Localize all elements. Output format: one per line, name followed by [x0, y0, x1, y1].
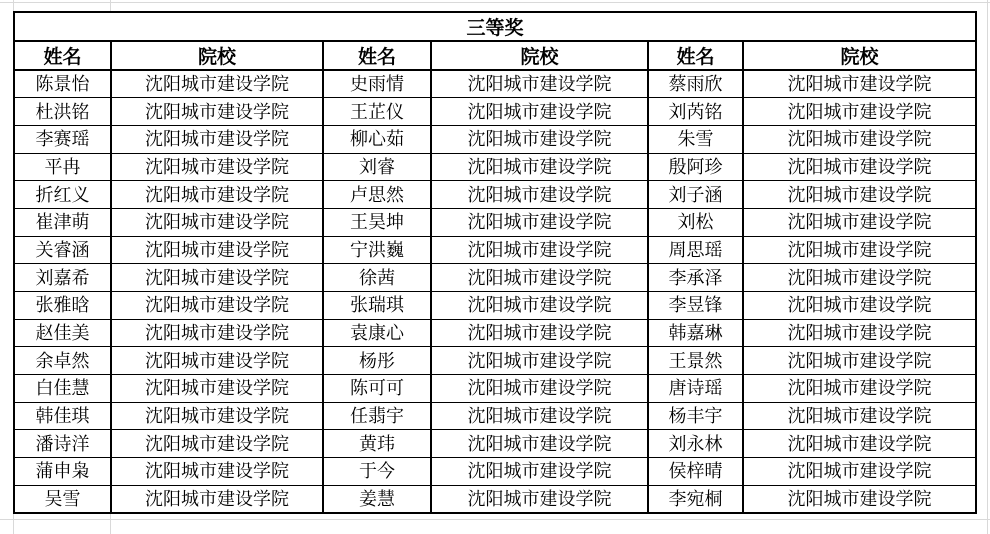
- school-cell: 沈阳城市建设学院: [743, 98, 976, 126]
- school-cell: 沈阳城市建设学院: [743, 319, 976, 347]
- name-cell: 韩佳琪: [14, 402, 111, 430]
- gridline: [13, 0, 14, 11]
- table-row: [14, 208, 976, 236]
- table-row: [14, 292, 976, 320]
- table-body: [14, 70, 976, 513]
- table-row: [14, 125, 976, 153]
- gridline: [13, 512, 14, 534]
- name-cell: 殷阿珍: [648, 153, 743, 181]
- school-cell: 沈阳城市建设学院: [743, 181, 976, 209]
- name-cell: 刘睿: [323, 153, 431, 181]
- school-cell: 沈阳城市建设学院: [431, 70, 648, 98]
- name-cell: 卢思然: [323, 181, 431, 209]
- name-cell: 折红义: [14, 181, 111, 209]
- name-cell: 李昱锋: [648, 292, 743, 320]
- name-cell: 平冉: [14, 153, 111, 181]
- name-cell: 李宛桐: [648, 485, 743, 513]
- school-cell: 沈阳城市建设学院: [111, 458, 323, 486]
- header-name-3: 姓名: [648, 41, 743, 70]
- gridline: [987, 0, 988, 534]
- school-cell: 沈阳城市建设学院: [111, 264, 323, 292]
- school-cell: 沈阳城市建设学院: [743, 402, 976, 430]
- school-cell: 沈阳城市建设学院: [111, 430, 323, 458]
- name-cell: 杜洪铭: [14, 98, 111, 126]
- name-cell: 姜慧: [323, 485, 431, 513]
- school-cell: 沈阳城市建设学院: [431, 402, 648, 430]
- table-header-row: [14, 41, 976, 70]
- school-cell: 沈阳城市建设学院: [431, 292, 648, 320]
- school-cell: 沈阳城市建设学院: [111, 402, 323, 430]
- school-cell: 沈阳城市建设学院: [111, 98, 323, 126]
- name-cell: 王昊坤: [323, 208, 431, 236]
- name-cell: 刘芮铭: [648, 98, 743, 126]
- name-cell: 柳心茹: [323, 125, 431, 153]
- school-cell: 沈阳城市建设学院: [743, 208, 976, 236]
- name-cell: 刘子涵: [648, 181, 743, 209]
- school-cell: 沈阳城市建设学院: [743, 125, 976, 153]
- school-cell: 沈阳城市建设学院: [431, 375, 648, 403]
- table-row: [14, 70, 976, 98]
- school-cell: 沈阳城市建设学院: [431, 125, 648, 153]
- table-row: [14, 402, 976, 430]
- school-cell: 沈阳城市建设学院: [743, 264, 976, 292]
- header-school-2: 院校: [431, 41, 648, 70]
- school-cell: 沈阳城市建设学院: [111, 347, 323, 375]
- school-cell: 沈阳城市建设学院: [111, 125, 323, 153]
- school-cell: 沈阳城市建设学院: [111, 485, 323, 513]
- name-cell: 徐茜: [323, 264, 431, 292]
- header-name-2: 姓名: [323, 41, 431, 70]
- awards-table: [13, 11, 977, 514]
- gridline: [110, 512, 111, 534]
- school-cell: 沈阳城市建设学院: [431, 347, 648, 375]
- school-cell: 沈阳城市建设学院: [111, 208, 323, 236]
- school-cell: 沈阳城市建设学院: [743, 70, 976, 98]
- school-cell: 沈阳城市建设学院: [111, 153, 323, 181]
- school-cell: 沈阳城市建设学院: [743, 236, 976, 264]
- table-row: [14, 181, 976, 209]
- name-cell: 侯梓晴: [648, 458, 743, 486]
- name-cell: 蒲申枭: [14, 458, 111, 486]
- school-cell: 沈阳城市建设学院: [431, 458, 648, 486]
- school-cell: 沈阳城市建设学院: [111, 319, 323, 347]
- school-cell: 沈阳城市建设学院: [111, 70, 323, 98]
- school-cell: 沈阳城市建设学院: [431, 236, 648, 264]
- name-cell: 吴雪: [14, 485, 111, 513]
- school-cell: 沈阳城市建设学院: [743, 485, 976, 513]
- name-cell: 白佳慧: [14, 375, 111, 403]
- school-cell: 沈阳城市建设学院: [743, 153, 976, 181]
- table-row: [14, 375, 976, 403]
- table-row: [14, 319, 976, 347]
- name-cell: 杨彤: [323, 347, 431, 375]
- table-row: [14, 236, 976, 264]
- name-cell: 刘永林: [648, 430, 743, 458]
- name-cell: 袁康心: [323, 319, 431, 347]
- school-cell: 沈阳城市建设学院: [111, 375, 323, 403]
- name-cell: 蔡雨欣: [648, 70, 743, 98]
- header-school-3: 院校: [743, 41, 976, 70]
- name-cell: 任翡宇: [323, 402, 431, 430]
- school-cell: 沈阳城市建设学院: [431, 153, 648, 181]
- name-cell: 黄玮: [323, 430, 431, 458]
- name-cell: 赵佳美: [14, 319, 111, 347]
- name-cell: 王景然: [648, 347, 743, 375]
- name-cell: 李承泽: [648, 264, 743, 292]
- name-cell: 王芷仪: [323, 98, 431, 126]
- school-cell: 沈阳城市建设学院: [431, 319, 648, 347]
- name-cell: 崔津萌: [14, 208, 111, 236]
- name-cell: 陈景怡: [14, 70, 111, 98]
- name-cell: 宁洪巍: [323, 236, 431, 264]
- name-cell: 张瑞琪: [323, 292, 431, 320]
- school-cell: 沈阳城市建设学院: [111, 236, 323, 264]
- header-school-1: 院校: [111, 41, 323, 70]
- gridline: [0, 519, 990, 520]
- name-cell: 潘诗洋: [14, 430, 111, 458]
- school-cell: 沈阳城市建设学院: [743, 292, 976, 320]
- name-cell: 史雨情: [323, 70, 431, 98]
- school-cell: 沈阳城市建设学院: [431, 485, 648, 513]
- table-row: [14, 153, 976, 181]
- table-title-row: [14, 12, 976, 41]
- school-cell: 沈阳城市建设学院: [431, 181, 648, 209]
- gridline: [0, 2, 990, 3]
- table-row: [14, 485, 976, 513]
- name-cell: 于今: [323, 458, 431, 486]
- table-row: [14, 430, 976, 458]
- name-cell: 杨丰宇: [648, 402, 743, 430]
- school-cell: 沈阳城市建设学院: [743, 458, 976, 486]
- table-row: [14, 264, 976, 292]
- name-cell: 周思瑶: [648, 236, 743, 264]
- table-row: [14, 458, 976, 486]
- school-cell: 沈阳城市建设学院: [431, 98, 648, 126]
- name-cell: 余卓然: [14, 347, 111, 375]
- table-row: [14, 347, 976, 375]
- name-cell: 李赛瑶: [14, 125, 111, 153]
- school-cell: 沈阳城市建设学院: [431, 264, 648, 292]
- name-cell: 张雅晗: [14, 292, 111, 320]
- school-cell: 沈阳城市建设学院: [111, 292, 323, 320]
- name-cell: 韩嘉琳: [648, 319, 743, 347]
- school-cell: 沈阳城市建设学院: [431, 208, 648, 236]
- name-cell: 朱雪: [648, 125, 743, 153]
- school-cell: 沈阳城市建设学院: [111, 181, 323, 209]
- name-cell: 刘松: [648, 208, 743, 236]
- name-cell: 陈可可: [323, 375, 431, 403]
- school-cell: 沈阳城市建设学院: [743, 347, 976, 375]
- name-cell: 关睿涵: [14, 236, 111, 264]
- table-title: 三等奖: [14, 12, 976, 41]
- table-row: [14, 98, 976, 126]
- name-cell: 唐诗瑶: [648, 375, 743, 403]
- school-cell: 沈阳城市建设学院: [431, 430, 648, 458]
- school-cell: 沈阳城市建设学院: [743, 430, 976, 458]
- header-name-1: 姓名: [14, 41, 111, 70]
- gridline: [110, 0, 111, 11]
- name-cell: 刘嘉希: [14, 264, 111, 292]
- school-cell: 沈阳城市建设学院: [743, 375, 976, 403]
